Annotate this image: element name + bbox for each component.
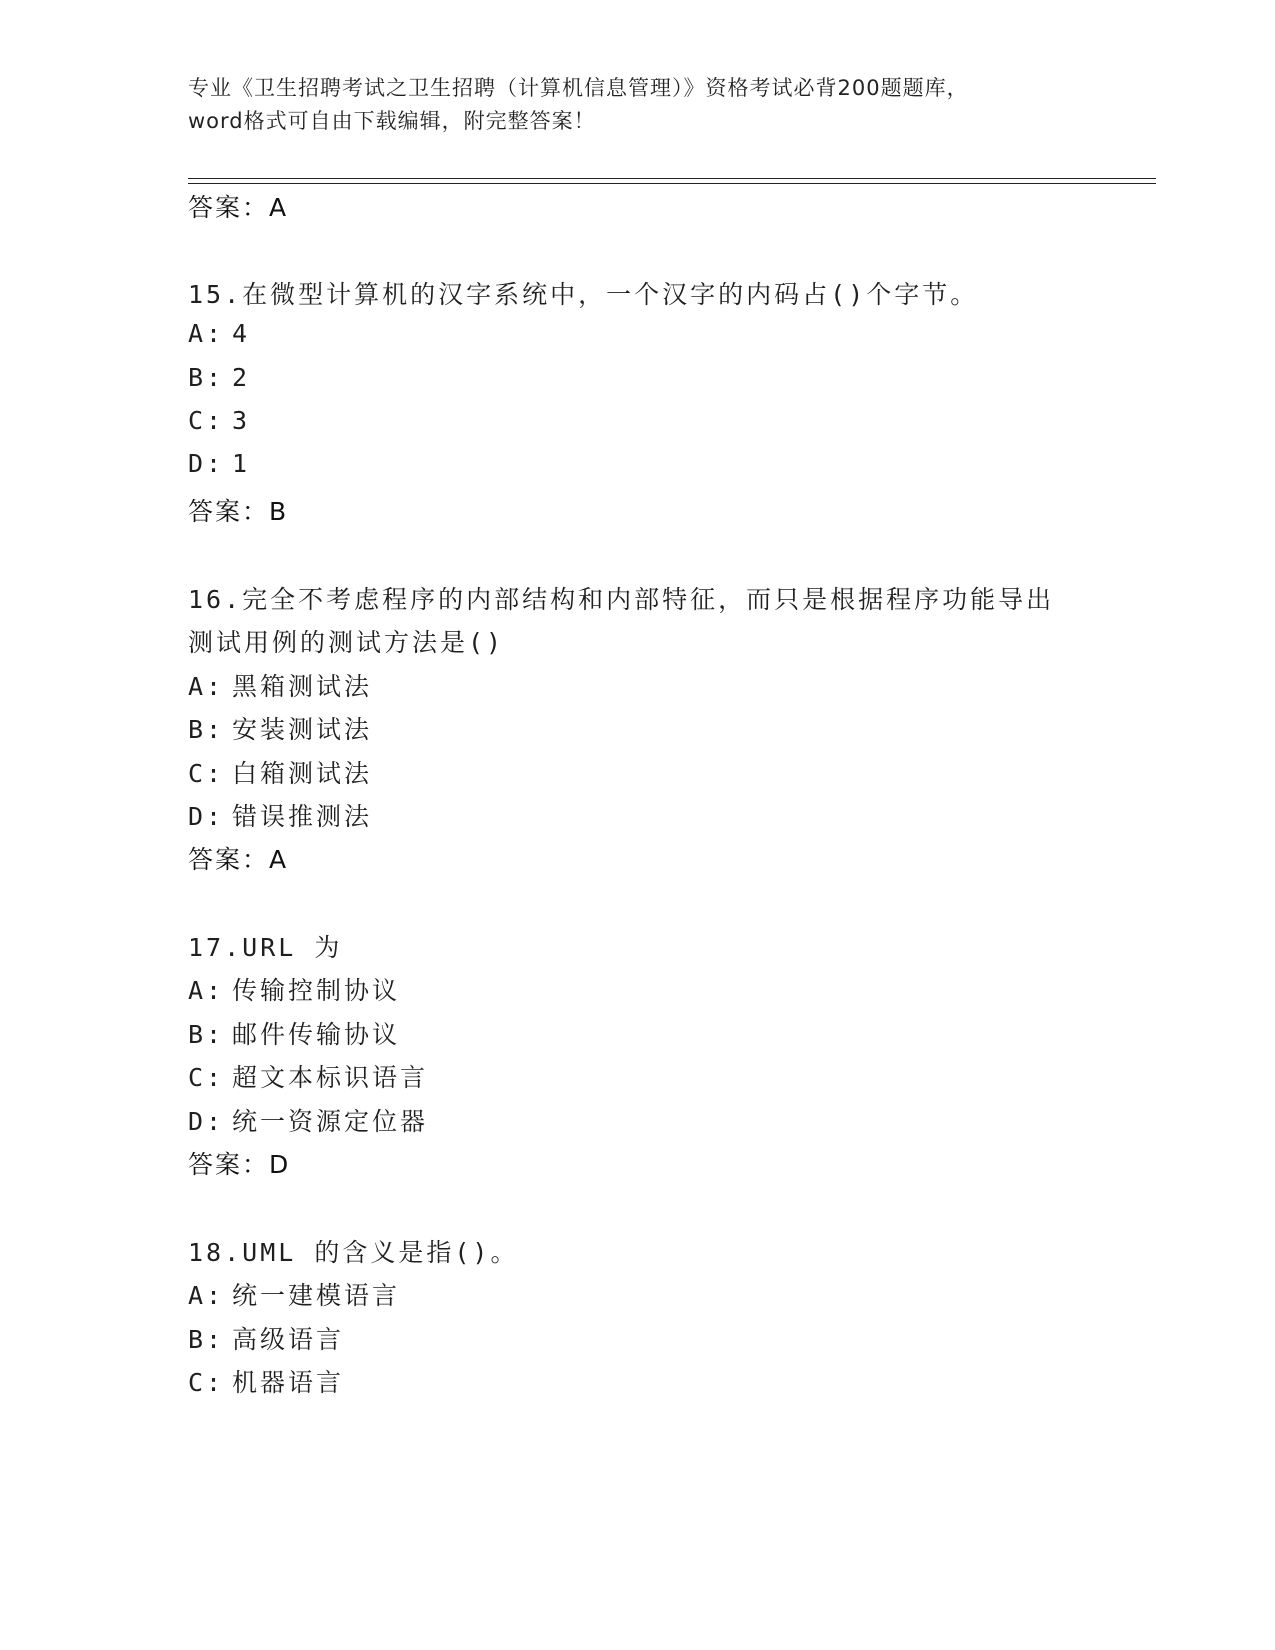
option-text: 错误推测法 bbox=[232, 802, 373, 831]
question-15-answer bbox=[188, 492, 288, 528]
answer-label: 答案： bbox=[188, 845, 270, 874]
question-16-option-c bbox=[188, 754, 372, 790]
option-key: A: bbox=[188, 976, 225, 1005]
header-divider-top bbox=[188, 178, 1156, 179]
answer-label: 答案： bbox=[188, 193, 270, 222]
option-key: C: bbox=[188, 759, 225, 788]
header-divider-bottom bbox=[188, 183, 1156, 184]
question-17-option-b bbox=[188, 1015, 400, 1051]
question-15-stem: 15.在微型计算机的汉字系统中，一个汉字的内码占()个字节。 bbox=[188, 280, 979, 309]
option-key: C: bbox=[188, 1063, 225, 1092]
answer-label: 答案： bbox=[188, 1150, 270, 1179]
question-18-option-a bbox=[188, 1276, 400, 1312]
option-text: 4 bbox=[232, 319, 251, 348]
header-line-1: 专业《卫生招聘考试之卫生招聘（计算机信息管理）》资格考试必背200题题库， bbox=[188, 76, 969, 100]
document-header bbox=[188, 72, 1088, 138]
option-key: A: bbox=[188, 319, 225, 348]
option-text: 3 bbox=[232, 406, 251, 435]
option-text: 超文本标识语言 bbox=[232, 1063, 429, 1092]
option-key: A: bbox=[188, 672, 225, 701]
answer-value: A bbox=[269, 845, 289, 874]
question-15-option-d bbox=[188, 449, 250, 478]
question-16-option-b bbox=[188, 710, 372, 746]
option-text: 1 bbox=[232, 449, 251, 478]
question-18-option-c bbox=[188, 1363, 344, 1399]
option-key: B: bbox=[188, 363, 225, 392]
option-text: 邮件传输协议 bbox=[232, 1020, 401, 1049]
option-key: C: bbox=[188, 406, 225, 435]
option-text: 黑箱测试法 bbox=[232, 672, 373, 701]
answer-value: B bbox=[269, 497, 289, 526]
question-16-option-d bbox=[188, 797, 372, 833]
option-key: D: bbox=[188, 1107, 225, 1136]
answer-value: D bbox=[269, 1150, 291, 1179]
question-17-stem: 17.URL 为 bbox=[188, 933, 343, 962]
option-key: A: bbox=[188, 1281, 225, 1310]
question-16-stem-line-2: 测试用例的测试方法是() bbox=[188, 628, 505, 657]
option-key: B: bbox=[188, 1020, 225, 1049]
question-16-option-a bbox=[188, 667, 372, 703]
option-key: C: bbox=[188, 1368, 225, 1397]
question-17-option-a bbox=[188, 971, 400, 1007]
option-text: 统一资源定位器 bbox=[232, 1107, 429, 1136]
answer-value: A bbox=[269, 193, 289, 222]
question-15-option-b bbox=[188, 363, 250, 392]
option-key: B: bbox=[188, 715, 225, 744]
option-text: 2 bbox=[232, 363, 251, 392]
question-15-option-c bbox=[188, 406, 250, 435]
question-17-option-c bbox=[188, 1058, 428, 1094]
option-text: 白箱测试法 bbox=[232, 759, 373, 788]
question-16-answer bbox=[188, 840, 288, 876]
header-line-2: word格式可自由下载编辑，附完整答案！ bbox=[188, 109, 596, 133]
question-16-stem-line-1: 16.完全不考虑程序的内部结构和内部特征，而只是根据程序功能导出 bbox=[188, 585, 1055, 614]
option-text: 传输控制协议 bbox=[232, 976, 401, 1005]
question-18-stem: 18.UML 的含义是指()。 bbox=[188, 1238, 519, 1267]
question-17-answer bbox=[188, 1145, 290, 1181]
option-text: 安装测试法 bbox=[232, 715, 373, 744]
option-text: 统一建模语言 bbox=[232, 1281, 401, 1310]
option-key: D: bbox=[188, 802, 225, 831]
option-text: 机器语言 bbox=[232, 1368, 345, 1397]
question-17-option-d bbox=[188, 1102, 428, 1138]
question-18-option-b bbox=[188, 1320, 344, 1356]
option-key: D: bbox=[188, 449, 225, 478]
answer-line bbox=[188, 188, 288, 224]
option-key: B: bbox=[188, 1325, 225, 1354]
option-text: 高级语言 bbox=[232, 1325, 345, 1354]
answer-label: 答案： bbox=[188, 497, 270, 526]
question-15-option-a bbox=[188, 319, 250, 348]
